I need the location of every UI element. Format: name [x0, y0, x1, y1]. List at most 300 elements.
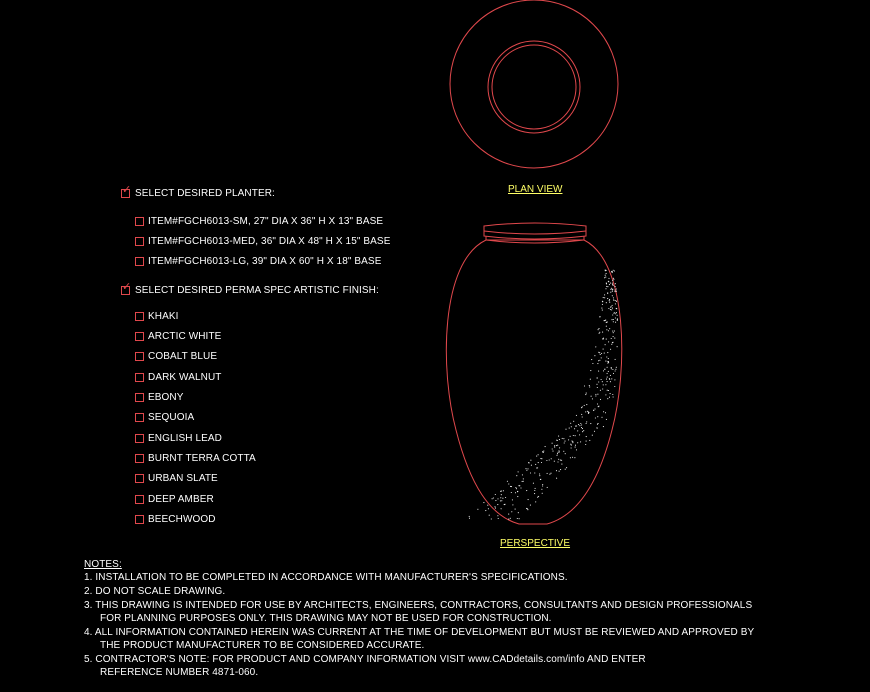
shading-dot [581, 427, 582, 428]
shading-dot [552, 443, 553, 444]
shading-dot [542, 485, 543, 486]
shading-dot [609, 300, 610, 301]
shading-dot [614, 338, 615, 339]
shading-dot [508, 514, 509, 515]
shading-dot [602, 339, 603, 340]
note-line: FOR PLANNING PURPOSES ONLY. THIS DRAWING MAY NOT BE USED FOR CONSTRUCTION. [100, 613, 552, 624]
shading-dot [565, 453, 566, 454]
shading-dot [605, 384, 606, 385]
finish-option-cobalt-blue: COBALT BLUE [148, 351, 218, 362]
shading-dot [611, 344, 612, 345]
shading-dot [559, 451, 560, 452]
shading-dot [613, 321, 614, 322]
shading-dot [575, 435, 576, 436]
shading-dot [605, 277, 606, 278]
shading-dot [571, 426, 572, 427]
note-line: THE PRODUCT MANUFACTURER TO BE CONSIDERED ACCURATE. [100, 640, 425, 651]
shading-dot [558, 450, 559, 451]
shading-dot [500, 491, 501, 492]
shading-dot [569, 428, 570, 429]
shading-dot [557, 445, 558, 446]
shading-dot [596, 384, 597, 385]
note-line: 4. ALL INFORMATION CONTAINED HEREIN WAS CURRENT AT THE TIME OF DEVELOPMENT BUT MUST BE REVIEWED AND APPROVED BY [84, 627, 755, 638]
shading-dot [557, 453, 558, 454]
shading-dot [518, 485, 519, 486]
plan-view-caption: PLAN VIEW [508, 184, 563, 195]
shading-dot [477, 509, 478, 510]
shading-dot [616, 288, 617, 289]
shading-dot [501, 508, 502, 509]
shading-dot [536, 456, 537, 457]
shading-dot [551, 458, 552, 459]
shading-dot [607, 390, 608, 391]
shading-dot [609, 284, 610, 285]
shading-dot [534, 490, 535, 491]
shading-dot [563, 438, 564, 439]
shading-dot [573, 421, 574, 422]
shading-dot [592, 398, 593, 399]
shading-dot [607, 398, 608, 399]
shading-dot [571, 447, 572, 448]
shading-dot [572, 457, 573, 458]
shading-dot [501, 491, 502, 492]
finish-option-english-lead: ENGLISH LEAD [148, 433, 223, 444]
shading-dot [501, 494, 502, 495]
shading-dot [570, 457, 571, 458]
shading-dot [591, 359, 592, 360]
shading-dot [604, 353, 605, 354]
shading-dot [511, 492, 512, 493]
shading-dot [611, 367, 612, 368]
shading-dot [615, 317, 616, 318]
finish-option-urban-slate: URBAN SLATE [148, 473, 218, 484]
shading-dot [602, 301, 603, 302]
shading-dot [605, 412, 606, 413]
shading-dot [601, 417, 602, 418]
shading-dot [607, 292, 608, 293]
finish-option-burnt-terra-cotta: BURNT TERRA COTTA [148, 453, 256, 464]
shading-dot [613, 285, 614, 286]
shading-dot [542, 493, 543, 494]
shading-dot [573, 435, 574, 436]
shading-dot [566, 467, 567, 468]
shading-dot [612, 308, 613, 309]
shading-dot [616, 308, 617, 309]
shading-dot [604, 369, 605, 370]
shading-dot [576, 449, 577, 450]
shading-dot [611, 309, 612, 310]
shading-dot [556, 470, 557, 471]
checkbox-icon[interactable] [135, 434, 144, 443]
shading-dot [601, 353, 602, 354]
shading-dot [602, 304, 603, 305]
shading-dot [558, 459, 559, 460]
shading-dot [522, 481, 523, 482]
checkbox-icon[interactable] [135, 515, 144, 524]
shading-dot [609, 302, 610, 303]
planter-lip-line [484, 231, 586, 234]
shading-dot [533, 483, 534, 484]
shading-dot [615, 286, 616, 287]
shading-dot [576, 415, 577, 416]
shading-dot [592, 435, 593, 436]
shading-dot [610, 349, 611, 350]
shading-dot [605, 361, 606, 362]
shading-dot [606, 283, 607, 284]
shading-dot [611, 378, 612, 379]
shading-dot [602, 381, 603, 382]
shading-dot [616, 367, 617, 368]
shading-dot [601, 357, 602, 358]
shading-dot [603, 426, 604, 427]
shading-dot [614, 312, 615, 313]
shading-dot [491, 518, 492, 519]
shading-dot [597, 387, 598, 388]
shading-dot [607, 367, 608, 368]
shading-dot [615, 283, 616, 284]
note-line: 2. DO NOT SCALE DRAWING. [84, 586, 226, 597]
finish-option-khaki: KHAKI [148, 311, 179, 322]
shading-dot [556, 478, 557, 479]
shading-dot [581, 407, 582, 408]
shading-dot [565, 469, 566, 470]
shading-dot [585, 444, 586, 445]
shading-dot [594, 408, 595, 409]
shading-dot [604, 294, 605, 295]
shading-dot [542, 451, 543, 452]
planter-shading [469, 269, 618, 519]
shading-dot [523, 478, 524, 479]
shading-dot [593, 410, 594, 411]
note-line: 5. CONTRACTOR'S NOTE: FOR PRODUCT AND COMPANY INFORMATION VISIT www.CADdetails.com/info AND ENTER [84, 654, 646, 665]
shading-dot [494, 506, 495, 507]
shading-dot [581, 424, 582, 425]
shading-dot [545, 446, 546, 447]
shading-dot [497, 498, 498, 499]
shading-dot [535, 501, 536, 502]
shading-dot [603, 297, 604, 298]
shading-dot [598, 406, 599, 407]
shading-dot [617, 320, 618, 321]
shading-dot [607, 321, 608, 322]
shading-dot [608, 278, 609, 279]
shading-dot [580, 441, 581, 442]
checkbox-icon[interactable] [135, 257, 144, 266]
shading-dot [572, 442, 573, 443]
checkbox-icon[interactable] [135, 352, 144, 361]
checkbox-icon[interactable] [135, 454, 144, 463]
shading-dot [613, 279, 614, 280]
shading-dot [615, 359, 616, 360]
shading-dot [584, 405, 585, 406]
shading-dot [602, 388, 603, 389]
shading-dot [512, 504, 513, 505]
shading-dot [535, 464, 536, 465]
checkbox-icon[interactable] [135, 373, 144, 382]
shading-dot [508, 519, 509, 520]
shading-dot [575, 447, 576, 448]
shading-dot [612, 342, 613, 343]
shading-dot [617, 346, 618, 347]
shading-dot [516, 475, 517, 476]
shading-dot [577, 442, 578, 443]
shading-dot [609, 299, 610, 300]
shading-dot [613, 299, 614, 300]
shading-dot [554, 447, 555, 448]
planter-option-lg: ITEM#FGCH6013-LG, 39" DIA X 60" H X 18" BASE [148, 256, 382, 267]
shading-dot [598, 329, 599, 330]
shading-dot [510, 486, 511, 487]
shading-dot [570, 436, 571, 437]
shading-dot [526, 470, 527, 471]
shading-dot [608, 308, 609, 309]
shading-dot [574, 457, 575, 458]
planter-option-med: ITEM#FGCH6013-MED, 36" DIA X 48" H X 15" BASE [148, 236, 391, 247]
shading-dot [495, 500, 496, 501]
shading-dot [516, 488, 517, 489]
shading-dot [603, 411, 604, 412]
shading-dot [583, 430, 584, 431]
shading-dot [613, 336, 614, 337]
shading-dot [612, 295, 613, 296]
shading-dot [570, 423, 571, 424]
shading-dot [554, 445, 555, 446]
shading-dot [556, 445, 557, 446]
shading-dot [582, 416, 583, 417]
finish-option-sequoia: SEQUOIA [148, 412, 195, 423]
shading-dot [547, 487, 548, 488]
shading-dot [568, 439, 569, 440]
shading-dot [606, 302, 607, 303]
shading-dot [612, 289, 613, 290]
shading-dot [594, 355, 595, 356]
shading-dot [517, 518, 518, 519]
checkbox-icon[interactable] [135, 495, 144, 504]
shading-dot [584, 385, 585, 386]
shading-dot [578, 424, 579, 425]
shading-dot [600, 354, 601, 355]
shading-dot [612, 331, 613, 332]
checkbox-icon[interactable] [135, 312, 144, 321]
shading-dot [599, 316, 600, 317]
shading-dot [612, 369, 613, 370]
shading-dot [588, 412, 589, 413]
shading-dot [541, 462, 542, 463]
shading-dot [613, 332, 614, 333]
shading-dot [604, 297, 605, 298]
shading-dot [586, 404, 587, 405]
shading-dot [615, 369, 616, 370]
shading-dot [599, 360, 600, 361]
shading-dot [537, 467, 538, 468]
shading-dot [493, 497, 494, 498]
shading-dot [495, 508, 496, 509]
shading-dot [575, 445, 576, 446]
shading-dot [512, 499, 513, 500]
shading-dot [556, 440, 557, 441]
shading-dot [526, 490, 527, 491]
shading-dot [586, 421, 587, 422]
shading-dot [528, 462, 529, 463]
shading-dot [586, 393, 587, 394]
shading-dot [606, 286, 607, 287]
shading-dot [614, 290, 615, 291]
shading-dot [526, 508, 527, 509]
shading-dot [606, 270, 607, 271]
shading-dot [546, 460, 547, 461]
checkbox-icon[interactable] [135, 237, 144, 246]
shading-dot [611, 288, 612, 289]
shading-dot [579, 425, 580, 426]
shading-dot [589, 385, 590, 386]
shading-dot [606, 322, 607, 323]
shading-dot [592, 363, 593, 364]
notes-title: NOTES: [84, 559, 122, 570]
shading-dot [549, 474, 550, 475]
shading-dot [497, 515, 498, 516]
shading-dot [564, 441, 565, 442]
shading-dot [603, 384, 604, 385]
note-line: REFERENCE NUMBER 4871-060. [100, 667, 259, 678]
shading-dot [577, 430, 578, 431]
shading-dot [610, 381, 611, 382]
shading-dot [611, 368, 612, 369]
shading-dot [564, 442, 565, 443]
shading-dot [562, 438, 563, 439]
shading-dot [530, 505, 531, 506]
shading-dot [505, 497, 506, 498]
planter-heading: SELECT DESIRED PLANTER: [135, 188, 275, 199]
shading-dot [597, 416, 598, 417]
finish-option-deep-amber: DEEP AMBER [148, 494, 214, 505]
shading-dot [616, 291, 617, 292]
shading-dot [606, 339, 607, 340]
shading-dot [518, 512, 519, 513]
checkbox-icon[interactable] [135, 332, 144, 341]
planter-option-sm: ITEM#FGCH6013-SM, 27" DIA X 36" H X 13" BASE [148, 216, 384, 227]
shading-dot [615, 313, 616, 314]
shading-dot [613, 297, 614, 298]
finish-option-beechwood: BEECHWOOD [148, 514, 216, 525]
shading-dot [598, 360, 599, 361]
finish-heading: SELECT DESIRED PERMA SPEC ARTISTIC FINISH: [135, 285, 379, 296]
shading-dot [538, 496, 539, 497]
shading-dot [611, 338, 612, 339]
shading-dot [607, 381, 608, 382]
shading-dot [574, 428, 575, 429]
shading-dot [558, 452, 559, 453]
shading-dot [538, 462, 539, 463]
shading-dot [590, 379, 591, 380]
shading-dot [600, 399, 601, 400]
shading-dot [610, 307, 611, 308]
shading-dot [607, 352, 608, 353]
shading-dot [563, 451, 564, 452]
shading-dot [530, 472, 531, 473]
shading-dot [487, 505, 488, 506]
shading-dot [542, 484, 543, 485]
shading-dot [597, 424, 598, 425]
shading-dot [612, 283, 613, 284]
shading-dot [559, 439, 560, 440]
shading-dot [517, 491, 518, 492]
shading-dot [570, 444, 571, 445]
checkbox-icon[interactable] [135, 413, 144, 422]
shading-dot [558, 436, 559, 437]
shading-dot [599, 352, 600, 353]
shading-dot [609, 378, 610, 379]
note-line: 1. INSTALLATION TO BE COMPLETED IN ACCORDANCE WITH MANUFACTURER'S SPECIFICATIONS. [84, 572, 568, 583]
shading-dot [518, 471, 519, 472]
shading-dot [572, 441, 573, 442]
finish-option-ebony: EBONY [148, 392, 184, 403]
shading-dot [607, 286, 608, 287]
shading-dot [559, 471, 560, 472]
shading-dot [489, 515, 490, 516]
shading-dot [615, 370, 616, 371]
shading-dot [469, 518, 470, 519]
checkbox-icon[interactable] [135, 393, 144, 402]
shading-dot [613, 278, 614, 279]
shading-dot [597, 377, 598, 378]
shading-dot [595, 346, 596, 347]
shading-dot [600, 390, 601, 391]
shading-dot [608, 390, 609, 391]
shading-dot [540, 458, 541, 459]
shading-dot [603, 349, 604, 350]
shading-dot [612, 394, 613, 395]
shading-dot [607, 298, 608, 299]
shading-dot [602, 332, 603, 333]
perspective-caption: PERSPECTIVE [500, 538, 571, 549]
shading-dot [598, 371, 599, 372]
shading-dot [609, 328, 610, 329]
checkbox-icon[interactable] [135, 474, 144, 483]
shading-dot [580, 423, 581, 424]
shading-dot [587, 411, 588, 412]
shading-dot [515, 492, 516, 493]
shading-dot [515, 487, 516, 488]
shading-dot [615, 322, 616, 323]
shading-dot [612, 314, 613, 315]
shading-dot [595, 395, 596, 396]
shading-dot [579, 434, 580, 435]
shading-dot [495, 494, 496, 495]
shading-dot [510, 518, 511, 519]
shading-dot [500, 497, 501, 498]
shading-dot [615, 303, 616, 304]
shading-dot [598, 328, 599, 329]
shading-dot [582, 406, 583, 407]
shading-dot [613, 396, 614, 397]
shading-dot [606, 329, 607, 330]
shading-dot [549, 459, 550, 460]
shading-dot [575, 426, 576, 427]
shading-dot [531, 465, 532, 466]
shading-dot [608, 281, 609, 282]
note-line: 3. THIS DRAWING IS INTENDED FOR USE BY ARCHITECTS, ENGINEERS, CONTRACTORS, CONSULTANTS AND DESIGN PROFESSIONALS [84, 600, 753, 611]
shading-dot [501, 500, 502, 501]
shading-dot [602, 310, 603, 311]
shading-dot [557, 461, 558, 462]
shading-dot [559, 447, 560, 448]
planter-body [446, 240, 621, 524]
checkbox-icon[interactable] [135, 217, 144, 226]
shading-dot [599, 333, 600, 334]
shading-dot [560, 460, 561, 461]
shading-dot [523, 481, 524, 482]
shading-dot [586, 436, 587, 437]
